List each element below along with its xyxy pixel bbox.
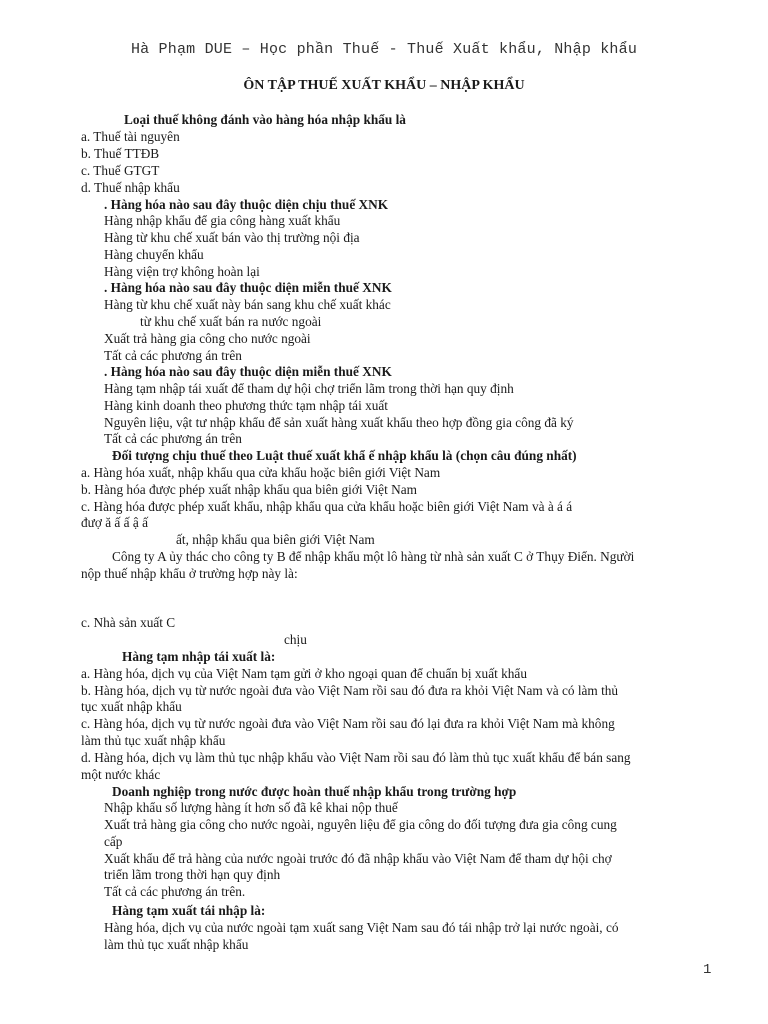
answer-option: Xuất trả hàng gia công cho nước ngoài: [104, 331, 311, 346]
answer-option: c. Thuế GTGT: [81, 163, 160, 178]
question-heading: . Hàng hóa nào sau đây thuộc diện miễn thuế XNK: [104, 280, 392, 295]
question-text: nộp thuế nhập khẩu ở trường hợp này là:: [81, 566, 298, 581]
answer-option: tục xuất nhập khẩu: [81, 699, 182, 714]
answer-option: Hàng viện trợ không hoàn lại: [104, 264, 260, 279]
answer-option: làm thủ tục xuất nhập khẩu: [104, 937, 249, 952]
answer-option: d. Hàng hóa, dịch vụ làm thủ tục nhập khẩu vào Việt Nam rồi sau đó làm thủ tục xuất khẩu để bán sang: [81, 750, 631, 765]
page-header: Hà Phạm DUE – Học phần Thuế - Thuế Xuất khẩu, Nhập khẩu: [130, 41, 638, 58]
answer-option: d. Thuế nhập khẩu: [81, 180, 180, 195]
answer-option: c. Hàng hóa, dịch vụ từ nước ngoài đưa vào Việt Nam rồi sau đó lại đưa ra khỏi Việt Nam mà không: [81, 716, 615, 731]
answer-option: b. Thuế TTĐB: [81, 146, 160, 161]
answer-option: Tất cả các phương án trên: [104, 431, 242, 446]
answer-option: một nước khác: [81, 767, 161, 782]
answer-option: b. Hàng hóa được phép xuất nhập khẩu qua biên giới Việt Nam: [81, 482, 417, 497]
question-heading: Đối tượng chịu thuế theo Luật thuế xuất khẩ ế nhập khẩu là (chọn câu đúng nhất): [112, 448, 577, 463]
answer-option: Hàng chuyển khẩu: [104, 247, 204, 262]
answer-option: Hàng nhập khẩu để gia công hàng xuất khẩu: [104, 213, 341, 228]
answer-option: Xuất trả hàng gia công cho nước ngoài, nguyên liệu để gia công do đối tượng đưa gia công cung: [104, 817, 617, 832]
question-heading: Doanh nghiệp trong nước được hoàn thuế nhập khẩu trong trường hợp: [112, 784, 517, 799]
answer-option: đượ ă ấ ấ ậ ấ: [81, 515, 149, 530]
answer-option: Xuất khẩu để trả hàng của nước ngoài trước đó đã nhập khẩu vào Việt Nam để tham dự hội chợ: [104, 851, 612, 866]
answer-option: a. Hàng hóa, dịch vụ của Việt Nam tạm gửi ở kho ngoại quan để chuẩn bị xuất khẩu: [81, 666, 527, 681]
answer-option: Hàng từ khu chế xuất này bán sang khu chế xuất khác: [104, 297, 391, 312]
answer-option: Tất cả các phương án trên.: [104, 884, 246, 899]
answer-option: ất, nhập khẩu qua biên giới Việt Nam: [176, 532, 375, 547]
answer-option: Nhập khẩu số lượng hàng ít hơn số đã kê khai nộp thuế: [104, 800, 398, 815]
answer-option: a. Hàng hóa xuất, nhập khẩu qua cửa khẩu hoặc biên giới Việt Nam: [81, 465, 441, 480]
answer-option: Tất cả các phương án trên: [104, 348, 242, 363]
question-heading: Hàng tạm nhập tái xuất là:: [122, 649, 276, 664]
answer-option: triển lãm trong thời hạn quy định: [104, 867, 281, 882]
question-heading: Hàng tạm xuất tái nhập là:: [112, 903, 266, 918]
answer-option: Hàng từ khu chế xuất bán vào thị trường nội địa: [104, 230, 360, 245]
answer-option: c. Nhà sản xuất C: [81, 615, 176, 630]
text-fragment: chịu: [284, 632, 307, 647]
answer-option: c. Hàng hóa được phép xuất khẩu, nhập khẩu qua cửa khẩu hoặc biên giới Việt Nam và à á á: [81, 499, 573, 514]
answer-option: làm thủ tục xuất nhập khẩu: [81, 733, 226, 748]
question-heading: Loại thuế không đánh vào hàng hóa nhập khẩu là: [124, 112, 406, 127]
answer-option: Hàng tạm nhập tái xuất để tham dự hội chợ triển lãm trong thời hạn quy định: [104, 381, 514, 396]
answer-option: cấp: [104, 834, 123, 849]
document-title: ÔN TẬP THUẾ XUẤT KHẨU – NHẬP KHẨU: [243, 78, 525, 93]
answer-option: b. Hàng hóa, dịch vụ từ nước ngoài đưa vào Việt Nam rồi sau đó đưa ra khỏi Việt Nam và có làm thủ: [81, 683, 619, 698]
answer-option: a. Thuế tài nguyên: [81, 129, 180, 144]
question-text: Công ty A ủy thác cho công ty B để nhập khẩu một lô hàng từ nhà sản xuất C ở Thụy Điển. Người: [112, 549, 635, 564]
answer-option: Nguyên liệu, vật tư nhập khẩu để sản xuất hàng xuất khẩu theo hợp đồng gia công đã ký: [104, 415, 574, 430]
page-number: 1: [703, 962, 712, 978]
answer-option: Hàng kinh doanh theo phương thức tạm nhập tái xuất: [104, 398, 389, 413]
answer-option: từ khu chế xuất bán ra nước ngoài: [140, 314, 322, 329]
question-heading: . Hàng hóa nào sau đây thuộc diện chịu thuế XNK: [104, 197, 389, 212]
question-heading: . Hàng hóa nào sau đây thuộc diện miễn thuế XNK: [104, 364, 392, 379]
answer-option: Hàng hóa, dịch vụ của nước ngoài tạm xuất sang Việt Nam sau đó tái nhập trở lại nước ngoài, có: [104, 920, 619, 935]
